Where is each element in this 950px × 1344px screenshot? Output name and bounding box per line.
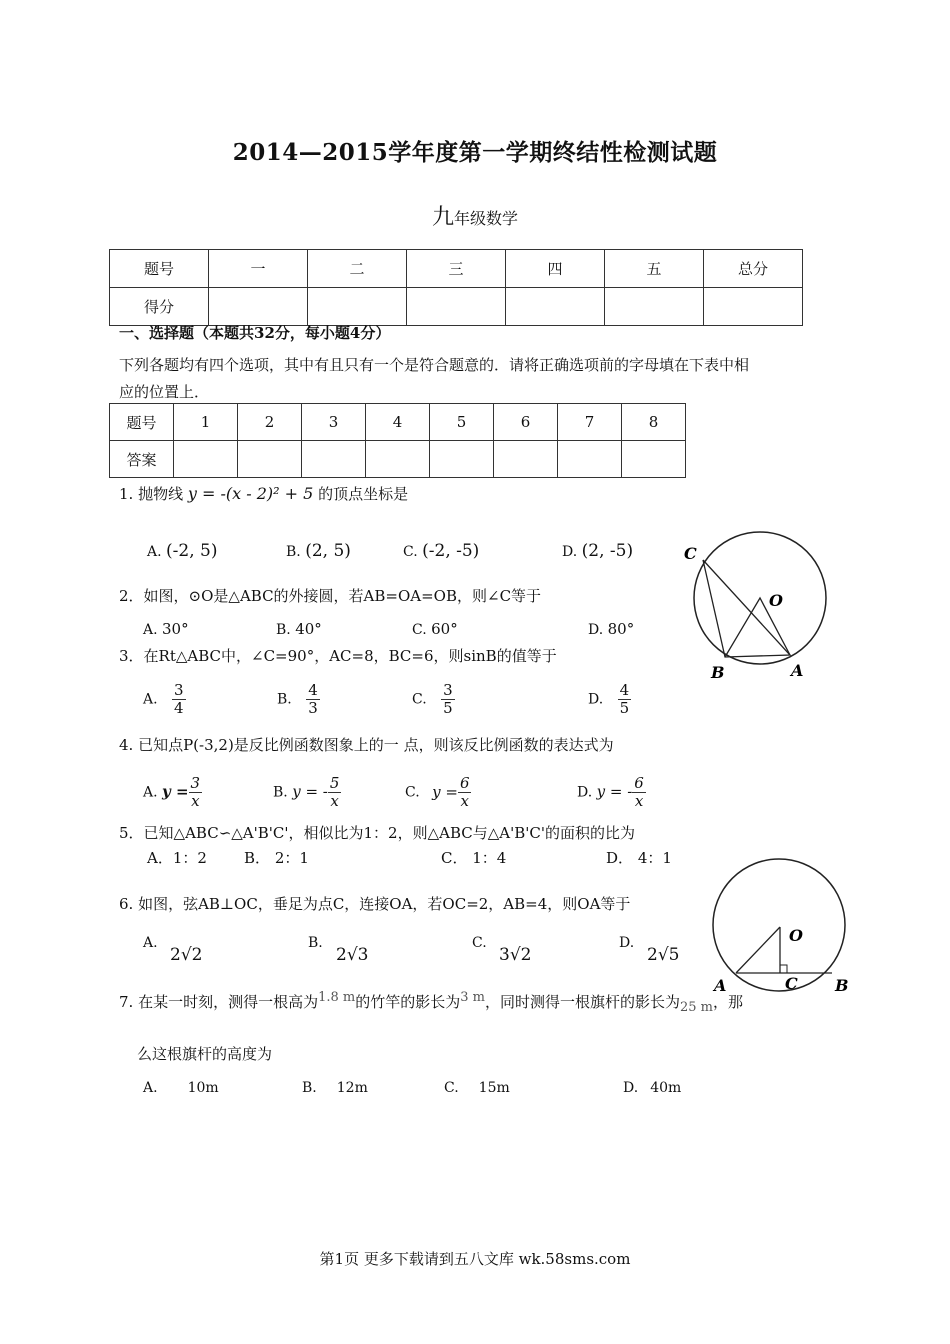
- option-label: B.: [277, 691, 292, 708]
- q7-value3: 25 m: [680, 1000, 714, 1015]
- score-header-cell: 一: [209, 250, 308, 288]
- answer-table: [109, 403, 686, 478]
- answer-cell[interactable]: [238, 441, 302, 478]
- fraction-numerator: 3: [443, 681, 453, 699]
- right-angle-mark: [780, 965, 787, 973]
- answer-header-cell: 5: [430, 404, 494, 441]
- answer-header-row: [110, 404, 686, 441]
- option-fraction: [328, 775, 342, 810]
- option-fraction: [618, 682, 632, 717]
- answer-cell[interactable]: [430, 441, 494, 478]
- answer-cell[interactable]: [622, 441, 686, 478]
- option-label: B.: [286, 544, 301, 560]
- score-cell[interactable]: [209, 288, 308, 326]
- q5-option-b[interactable]: [244, 845, 309, 871]
- answer-header-cell: 3: [302, 404, 366, 441]
- option-value: 10m: [187, 1080, 219, 1096]
- option-label: A.: [143, 935, 158, 951]
- answer-row: [110, 441, 686, 478]
- answer-cell[interactable]: [302, 441, 366, 478]
- label-b: B: [711, 663, 725, 682]
- score-table: [109, 249, 803, 326]
- label-a: A: [791, 661, 804, 680]
- q1-suffix: 的顶点坐标是: [318, 485, 409, 503]
- option-value: 2：1: [274, 849, 309, 867]
- score-header-cell: 三: [407, 250, 506, 288]
- option-value: 30°: [162, 620, 189, 638]
- option-fraction: [172, 682, 186, 717]
- option-value: (2, -5): [581, 541, 634, 561]
- score-cell[interactable]: [407, 288, 506, 326]
- score-row-label: 得分: [110, 288, 209, 326]
- q4-option-b[interactable]: [273, 775, 341, 810]
- score-cell[interactable]: [506, 288, 605, 326]
- subtitle-text: 年级数学: [454, 209, 519, 228]
- circle: [713, 859, 845, 991]
- q5-option-a[interactable]: [147, 845, 207, 871]
- q1-option-a[interactable]: [147, 541, 217, 561]
- fraction-numerator: 3: [174, 681, 184, 699]
- option-value: 1：2: [172, 849, 207, 867]
- q3-option-d[interactable]: [588, 682, 631, 717]
- label-c: C: [785, 974, 798, 993]
- option-label: C．: [441, 849, 468, 867]
- q7-part1: 7. 在某一时刻，测得一根高为: [119, 993, 319, 1011]
- fraction-numerator: 5: [329, 774, 340, 792]
- q6-option-b[interactable]: [308, 935, 323, 951]
- q5-stem: 5．已知△ABC∽△A'B'C'，相似比为1：2，则△ABC与△A'B'C'的面积的比为: [119, 824, 635, 842]
- answer-cell[interactable]: [558, 441, 622, 478]
- figure-circle-chord: [705, 855, 855, 1000]
- answer-header-cell: 1: [174, 404, 238, 441]
- q2-option-b[interactable]: [276, 620, 322, 638]
- option-label: A.: [143, 622, 158, 638]
- answer-header-cell: 题号: [110, 404, 174, 441]
- option-label: C.: [412, 691, 427, 708]
- grade-number: 九: [431, 205, 454, 230]
- q7-option-c[interactable]: [444, 1080, 510, 1096]
- option-label: A.: [143, 784, 158, 801]
- q6-option-a-value: 2√2: [170, 945, 203, 965]
- q7-option-a[interactable]: [143, 1080, 219, 1096]
- q7-value1: 1.8 m: [318, 990, 356, 1005]
- option-label: C.: [403, 544, 418, 560]
- label-b: B: [835, 976, 849, 995]
- q3-stem: 3．在Rt△ABC中，∠C=90°，AC=8，BC=6，则sinB的值等于: [119, 647, 557, 665]
- option-lhs: y = -: [292, 782, 328, 801]
- option-label: B.: [308, 935, 323, 951]
- q1-prefix: 1. 抛物线: [119, 485, 184, 503]
- q6-option-d[interactable]: [619, 935, 634, 951]
- q3-option-b[interactable]: [277, 682, 320, 717]
- page-title: 2014—2015学年度第一学期终结性检测试题: [232, 139, 718, 166]
- fraction-numerator: 6: [459, 774, 470, 792]
- answer-row-label: 答案: [110, 441, 174, 478]
- q7-part3: ，同时测得一根旗杆的影长为: [484, 993, 680, 1011]
- score-header-row: [110, 250, 803, 288]
- score-cell[interactable]: [704, 288, 803, 326]
- answer-cell[interactable]: [494, 441, 558, 478]
- score-row: [110, 288, 803, 326]
- option-fraction: [632, 775, 646, 810]
- q6-option-b-value: 2√3: [336, 945, 369, 965]
- option-value: 60°: [431, 620, 458, 638]
- q1-option-c[interactable]: [403, 541, 479, 561]
- label-o: O: [789, 926, 803, 945]
- option-label: A.: [143, 1080, 158, 1096]
- fraction-denominator: 5: [619, 699, 630, 717]
- option-label: D．: [606, 849, 634, 867]
- option-value: 80°: [607, 620, 635, 638]
- q4-option-d[interactable]: [577, 775, 646, 810]
- fraction-denominator: 3: [308, 699, 318, 717]
- section-heading: 一、选择题（本题共32分，每小题4分）: [119, 324, 391, 342]
- q2-stem: 2．如图，⊙O是△ABC的外接圆，若AB=OA=OB，则∠C等于: [119, 587, 542, 605]
- fraction-denominator: x: [330, 792, 339, 810]
- q7-stem: [119, 985, 743, 1021]
- answer-header-cell: 7: [558, 404, 622, 441]
- option-value: 40°: [295, 620, 322, 638]
- q3-option-a[interactable]: [143, 682, 186, 717]
- q1-formula: y = -(x - 2)² + 5: [187, 484, 314, 503]
- q5-option-d[interactable]: [606, 845, 672, 871]
- option-fraction: [458, 775, 472, 810]
- q7-option-d[interactable]: [623, 1080, 681, 1096]
- q7-option-b[interactable]: [302, 1080, 368, 1096]
- page-footer: 第1页 更多下载请到五八文库 wk.58sms.com: [319, 1250, 631, 1268]
- score-header-cell: 二: [308, 250, 407, 288]
- fraction-denominator: 4: [174, 699, 184, 717]
- answer-cell[interactable]: [366, 441, 430, 478]
- label-c: C: [684, 544, 697, 563]
- q4-option-c[interactable]: [405, 775, 471, 810]
- score-header-cell: 五: [605, 250, 704, 288]
- q2-option-d[interactable]: [588, 620, 634, 638]
- q2-option-c[interactable]: [412, 620, 458, 638]
- option-fraction: [189, 775, 203, 810]
- option-lhs: y = -: [596, 782, 633, 801]
- option-label: C.: [444, 1080, 459, 1096]
- q6-option-c[interactable]: [472, 935, 487, 951]
- q1-stem: [119, 481, 408, 507]
- fraction-denominator: 5: [443, 699, 453, 717]
- option-lhs: y =: [432, 782, 458, 801]
- q7-value2: 3 m: [460, 990, 485, 1005]
- option-value: 40m: [650, 1080, 682, 1096]
- score-header-cell: 总分: [704, 250, 803, 288]
- q4-option-a[interactable]: [143, 775, 202, 810]
- q1-option-b[interactable]: [286, 541, 351, 561]
- option-label: B．: [244, 849, 271, 867]
- answer-header-cell: 6: [494, 404, 558, 441]
- q6-option-a[interactable]: [143, 935, 158, 951]
- q6-stem: 6. 如图，弦AB⊥OC，垂足为点C，连接OA，若OC=2，AB=4，则OA等于: [119, 895, 631, 913]
- q4-stem: 4. 已知点P(-3,2)是反比例函数图象上的一 点，则该反比例函数的表达式为: [119, 736, 614, 754]
- option-label: C.: [412, 622, 427, 638]
- instruction-line-1: 下列各题均有四个选项，其中有且只有一个是符合题意的．请将正确选项前的字母填在下表中相: [119, 356, 750, 374]
- q6-option-c-value: 3√2: [499, 945, 532, 965]
- figure-circle-triangle: [675, 530, 840, 690]
- q2-option-a[interactable]: [143, 620, 189, 638]
- q3-option-c[interactable]: [412, 682, 455, 717]
- fraction-numerator: 4: [619, 681, 630, 699]
- page-subtitle: [0, 200, 950, 231]
- q7-part4: ，那: [713, 993, 744, 1011]
- fraction-denominator: x: [460, 792, 469, 810]
- option-lhs: y =: [162, 782, 189, 801]
- instruction-line-2: 应的位置上．: [119, 383, 210, 401]
- score-header-cell: 四: [506, 250, 605, 288]
- fraction-denominator: x: [634, 792, 644, 810]
- option-value: 4：1: [637, 849, 672, 867]
- label-o: O: [769, 591, 783, 610]
- option-label: D.: [577, 784, 593, 801]
- option-label: D.: [623, 1080, 639, 1096]
- option-label: A.: [147, 544, 162, 560]
- option-label: B.: [302, 1080, 317, 1096]
- fraction-numerator: 6: [634, 774, 644, 792]
- option-value: 15m: [478, 1080, 510, 1096]
- option-label: C.: [405, 784, 420, 801]
- score-cell[interactable]: [308, 288, 407, 326]
- fraction-denominator: x: [191, 792, 200, 810]
- option-fraction: [306, 682, 320, 717]
- option-label: D.: [562, 544, 578, 560]
- q5-option-c[interactable]: [441, 845, 506, 871]
- segment-oa: [736, 927, 780, 973]
- answer-header-cell: 2: [238, 404, 302, 441]
- score-header-cell: 题号: [110, 250, 209, 288]
- option-label: D.: [619, 935, 635, 951]
- q6-option-d-value: 2√5: [647, 945, 680, 965]
- option-label: B.: [273, 784, 288, 801]
- q7-part2: 的竹竿的影长为: [355, 993, 461, 1011]
- option-label: D.: [588, 691, 604, 708]
- option-value: (-2, -5): [422, 541, 480, 561]
- label-a: A: [714, 976, 727, 995]
- fraction-numerator: 3: [190, 774, 201, 792]
- answer-header-cell: 4: [366, 404, 430, 441]
- option-label: D.: [588, 622, 604, 638]
- option-value: 1：4: [472, 849, 507, 867]
- option-value: (-2, 5): [166, 541, 218, 561]
- answer-cell[interactable]: [174, 441, 238, 478]
- option-label: C.: [472, 935, 487, 951]
- option-value: (2, 5): [305, 541, 351, 561]
- option-value: 12m: [336, 1080, 368, 1096]
- answer-header-cell: 8: [622, 404, 686, 441]
- option-label: A.: [143, 691, 158, 708]
- option-label: B.: [276, 622, 291, 638]
- score-cell[interactable]: [605, 288, 704, 326]
- q7-stem-line2: 么这根旗杆的高度为: [137, 1045, 273, 1063]
- option-label: A．: [147, 849, 173, 867]
- fraction-numerator: 4: [308, 681, 318, 699]
- q1-option-d[interactable]: [562, 541, 633, 561]
- option-fraction: [441, 682, 455, 717]
